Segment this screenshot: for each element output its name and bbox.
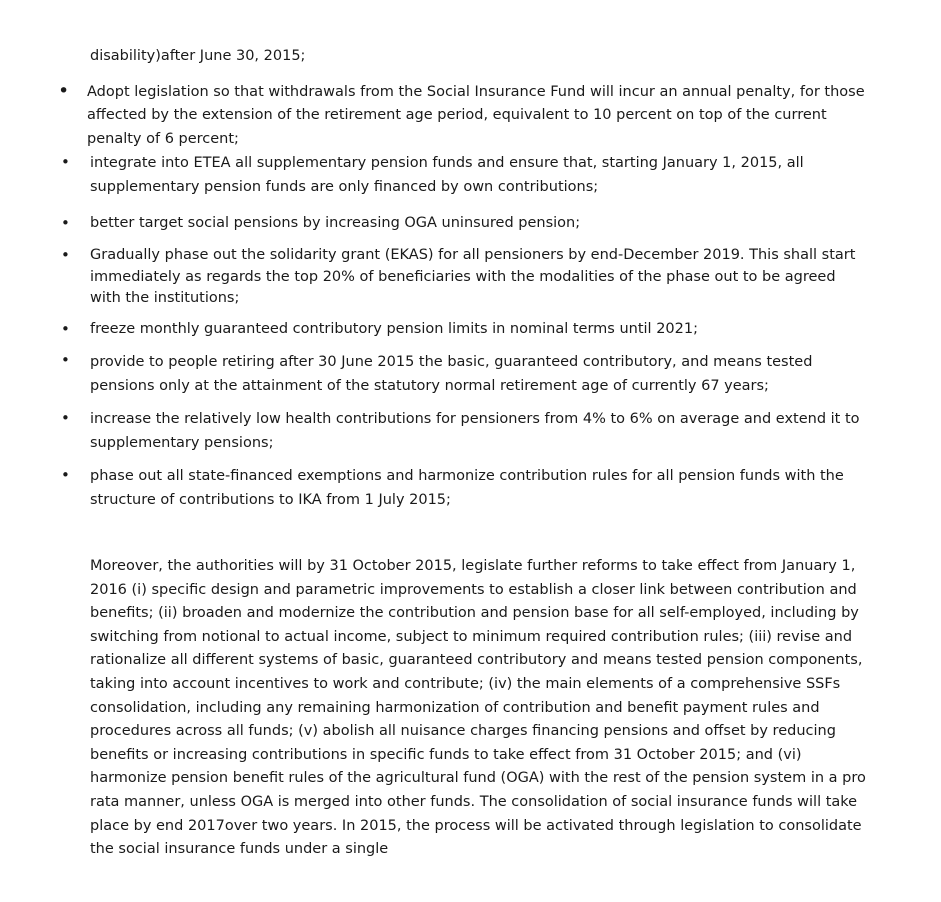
bullet-dot: • [61,153,70,171]
bullet-text: integrate into ETEA all supplementary pension funds and ensure that, starting January 1, 2015, all supplementary pension funds are only financed by own contributions; [90,155,804,195]
bullet-text: provide to people retiring after 30 June 2015 the basic, guaranteed contributory, and means tested pensions only at the attainment of the statutory normal retirement age of currently 67 years; [90,354,813,394]
bullet-dot: • [61,214,70,232]
bullet-dot: • [61,466,70,484]
body-paragraph: Moreover, the authorities will by 31 October 2015, legislate further reforms to take effect from January 1, 2016 (i) specific design and parametric improvements to establish a closer link between contribution and benefits; (ii) broaden and modernize the contribution and pension base for all self-employed, including by switching from notional to actual income, subject to minimum required contribution rules; (iii) revise and rationalize all different systems of basic, guaranteed contributory and means tested pension components, taking into account incentives to work and contribute; (iv) the main elements of a comprehensive SSFs consolidation, including any remaining harmonization of contribution and benefit payment rules and procedures across all funds; (v) abolish all nuisance charges financing pensions and offset by reducing benefits or increasing contributions in specific funds to take effect from 31 October 2015; and (vi) harmonize pension benefit rules of the agricultural fund (OGA) with the rest of the pension system in a pro rata manner, unless OGA is merged into other funds. The consolidation of social insurance funds will take place by end 2017over two years. In 2015, the process will be activated through legislation to consolidate the social insurance funds under a single [90,558,866,858]
bullet-text: Gradually phase out the solidarity grant (EKAS) for all pensioners by end-December 2019. This shall start immediately as regards the top 20% of beneficiaries with the modalities of the phase out to be agreed with the institutions; [90,247,856,306]
bullet-text: better target social pensions by increasing OGA uninsured pension; [90,215,581,231]
bullet-dot: • [61,351,70,369]
bullet-text: increase the relatively low health contributions for pensioners from 4% to 6% on average and extend it to supplementary pensions; [90,411,860,451]
bullet-dot: • [61,320,70,338]
bullet-dot: • [61,246,70,264]
continuation-line: disability)after June 30, 2015; [90,48,306,64]
bullet-text: freeze monthly guaranteed contributory pension limits in nominal terms until 2021; [90,321,698,337]
bullet-dot: • [58,80,70,102]
bullet-text: phase out all state-financed exemptions and harmonize contribution rules for all pension funds with the structure of contributions to IKA from 1 July 2015; [90,468,844,508]
bullet-dot: • [61,409,70,427]
bullet-text: Adopt legislation so that withdrawals from the Social Insurance Fund will incur an annual penalty, for those affected by the extension of the retirement age period, equivalent to 10 percent on top of the current penalty of 6 percent; [87,84,865,147]
